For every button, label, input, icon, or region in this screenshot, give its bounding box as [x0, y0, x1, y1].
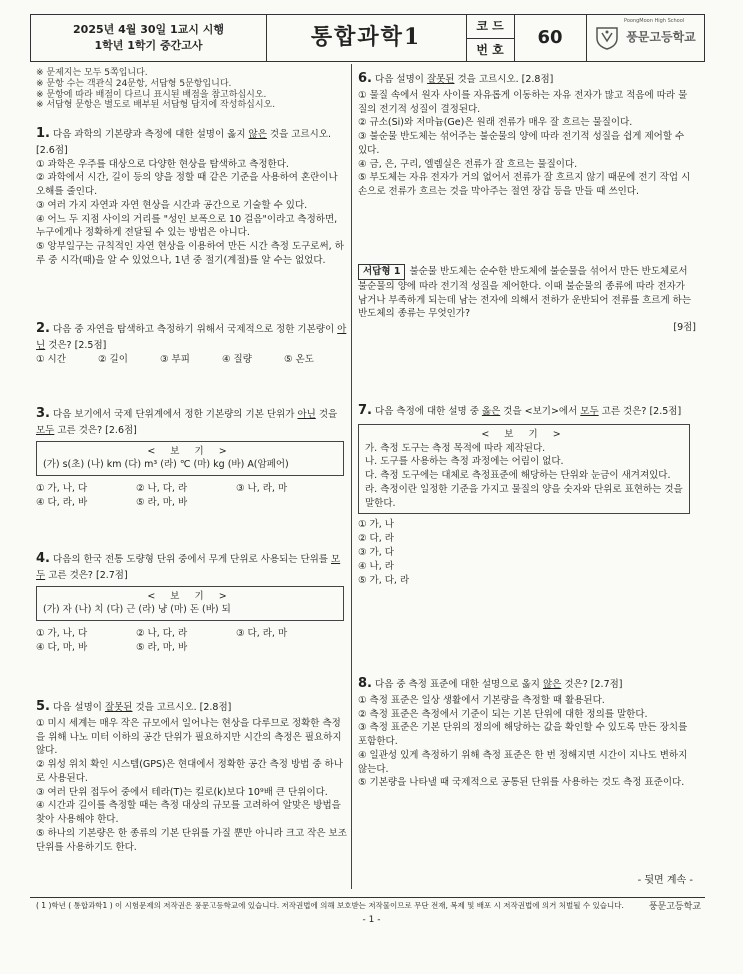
- footer-divider: [30, 897, 705, 898]
- option[interactable]: ④ 일관성 있게 측정하기 위해 측정 표준은 한 번 정해지면 시간이 지나도 변하지 않는다.: [358, 749, 688, 775]
- option[interactable]: ② 과학에서 시간, 길이 등의 양을 정할 때 같은 기준을 사용하여 혼란이나 오해를 줄인다.: [36, 172, 338, 198]
- bogi-items: (가) s(초) (나) km (다) m³ (라) ℃ (마) kg (바) A(암페어): [43, 459, 289, 471]
- option[interactable]: ② 측정 표준은 측정에서 기준이 되는 기본 단위에 대한 정의를 말한다.: [358, 708, 648, 720]
- school-english-name: PoongMoon High School: [624, 18, 685, 24]
- exam-header: [30, 14, 705, 62]
- bogi-item: 라. 측정이란 일정한 기준을 가지고 물질의 양을 숫자와 단위로 표현하는 것을 말한다.: [365, 483, 683, 509]
- bogi-title: < 보 기 >: [147, 590, 233, 602]
- bogi-box: [36, 441, 344, 477]
- option[interactable]: ① 시간: [36, 353, 66, 365]
- option[interactable]: ② 길이: [98, 353, 128, 365]
- question-7: [358, 402, 696, 587]
- seodap-score: [9점]: [673, 322, 696, 334]
- bogi-title: < 보 기 >: [147, 445, 233, 457]
- question-stem: 5. 다음 설명이 잘못된 것을 고르시오. [2.8점]: [36, 699, 232, 714]
- bogi-box: [36, 586, 344, 622]
- option[interactable]: ③ 가, 다: [358, 546, 394, 558]
- notice-line: ※ 문제지는 모두 5쪽입니다.: [36, 68, 148, 78]
- option[interactable]: ④ 다, 마, 바: [36, 641, 88, 653]
- exam-info: [31, 15, 267, 61]
- option[interactable]: ① 가, 나, 다: [36, 483, 88, 495]
- option[interactable]: ⑤ 라, 마, 바: [136, 496, 188, 508]
- option[interactable]: ④ 다, 라, 바: [36, 496, 88, 508]
- option[interactable]: ④ 금, 은, 구리, 엘렘실은 전류가 잘 흐르는 물질이다.: [358, 158, 578, 170]
- question-stem: 1. 다음 과학의 기본량과 측정에 대한 설명이 옳지 않은 것을 고르시오. [2.6점]: [36, 126, 332, 156]
- question-4: [36, 550, 348, 655]
- continue-note: - 뒷면 계속 -: [637, 875, 693, 886]
- option[interactable]: ② 나, 다, 라: [136, 628, 188, 640]
- option[interactable]: ① 과학은 우주를 대상으로 다양한 현상을 탐색하고 측정한다.: [36, 158, 289, 170]
- school-logo-area: [586, 15, 704, 61]
- notice-block: [36, 68, 346, 111]
- option[interactable]: ④ 나, 라: [358, 560, 394, 572]
- notice-line: ※ 문항 수는 객관식 24문항, 서답형 5문항입니다.: [36, 78, 232, 89]
- question-3: [36, 405, 348, 510]
- question-6: [358, 70, 696, 199]
- option[interactable]: ③ 여러 가지 자연과 자연 현상을 시간과 공간으로 기술할 수 있다.: [36, 199, 308, 211]
- bogi-box: [358, 424, 690, 515]
- option[interactable]: ④ 질량: [222, 353, 252, 365]
- option[interactable]: ⑤ 가, 다, 라: [358, 574, 410, 586]
- option[interactable]: ⑤ 하나의 기본량은 한 종류의 기본 단위를 가질 뿐만 아니라 크고 작은 보조 단위를 사용하기도 한다.: [36, 827, 347, 853]
- school-emblem-icon: [594, 25, 620, 51]
- option[interactable]: ⑤ 앙부일구는 규칙적인 자연 현상을 이용하여 만든 시간 측정 도구로써, 하루 중 시각(때)을 알 수 있었으나, 1년 중 절기(계절)를 알 수는 없었다.: [36, 241, 344, 266]
- option[interactable]: ① 미시 세계는 매우 작은 규모에서 일어나는 현상을 다루므로 정확한 측정을 위해 나노 미터 이하의 공간 단위가 필요하지만 시간의 측정은 필요하지 않다.: [36, 717, 342, 757]
- question-stem: 8. 다음 중 측정 표준에 대한 설명으로 옳지 않은 것은? [2.7점]: [358, 676, 623, 691]
- option[interactable]: ② 다, 라: [358, 533, 394, 545]
- question-8: [358, 675, 696, 790]
- question-1: [36, 125, 348, 268]
- option[interactable]: ⑤ 부도체는 자유 전자가 거의 없어서 전류가 잘 흐르지 않기 때문에 전기 작업 시 손으로 전류가 흐르는 것을 막아주는 절연 장갑 등을 만들 때 쓰인다.: [358, 172, 691, 198]
- option[interactable]: ② 나, 다, 라: [136, 483, 188, 495]
- option-row: [36, 482, 348, 496]
- question-stem: 7. 다음 측정에 대한 설명 중 옳은 것을 <보기>에서 모두 고른 것은? [2.5점]: [358, 403, 682, 418]
- code-value: 60: [514, 15, 587, 61]
- option[interactable]: ① 측정 표준은 일상 생활에서 기본량을 측정할 때 활용된다.: [358, 694, 605, 706]
- option[interactable]: ⑤ 온도: [284, 353, 314, 365]
- school-name: 풍문고등학교: [626, 30, 696, 45]
- question-stem: 2. 다음 중 자연을 탐색하고 측정하기 위해서 국제적으로 정한 기본량이 아닌 것은? [2.5점]: [36, 321, 347, 351]
- question-5: [36, 698, 348, 855]
- option[interactable]: ③ 불순물 반도체는 섞어주는 불순물의 양에 따라 전기적 성질을 쉽게 제어할 수 있다.: [358, 131, 685, 156]
- option[interactable]: ④ 어느 두 지점 사이의 거리를 "성인 보폭으로 10 걸음"이라고 측정하면, 누구에게나 정확하게 전달될 수 있는 방법은 아니다.: [36, 213, 338, 239]
- question-stem: 4. 다음의 한국 전통 도량형 단위 중에서 무게 단위로 사용되는 단위를 모두 고른 것은? [2.7점]: [36, 551, 341, 581]
- notice-line: ※ 문항에 따라 배점이 다르니 표시된 배점을 참고하십시오.: [36, 89, 267, 100]
- exam-term-line: 1학년 1학기 중간고사: [94, 39, 203, 52]
- option[interactable]: ⑤ 기본량을 나타낼 때 국제적으로 공통된 단위를 사용하는 것도 측정 표준이다.: [358, 777, 685, 789]
- seodap-text: 서답형 1 불순물 반도체는 순수한 반도체에 불순물을 섞어서 만든 반도체로서 불순물의 양에 따라 전기적 성질을 제어한다. 이때 불순물의 종류에 따라 전자가 남거나 부족하게 되는데 남는 전자에 의해서 전하가 운반되어 전류를 흐르게 하는 반도체의 종류는 무엇인가?: [358, 266, 692, 320]
- footer-school-name: 풍문고등학교: [648, 902, 701, 912]
- bogi-item: 다. 측정 도구에는 대체로 측정표준에 해당하는 단위와 눈금이 새겨져있다.: [365, 470, 671, 482]
- bogi-item: 가. 측정 도구는 측정 목적에 따라 제작된다.: [365, 442, 546, 454]
- option-row: [36, 627, 348, 641]
- option[interactable]: ③ 측정 표준은 기본 단위의 정의에 해당하는 값을 확인할 수 있도록 만든 장치를 포함한다.: [358, 722, 688, 748]
- question-stem: 6. 다음 설명이 잘못된 것을 고르시오. [2.8점]: [358, 71, 554, 86]
- seodap-label: 서답형 1: [358, 264, 405, 280]
- bogi-item: 나. 도구를 사용하는 측정 과정에는 어림이 없다.: [365, 456, 564, 468]
- seodap-question-1: [358, 264, 696, 335]
- option[interactable]: ⑤ 라, 마, 바: [136, 641, 188, 653]
- option-row: [36, 496, 348, 510]
- notice-line: ※ 서답형 문항은 별도로 배부된 서답형 답지에 작성하십시오.: [36, 100, 276, 111]
- option[interactable]: ② 규소(Si)와 저마늄(Ge)은 원래 전류가 매우 잘 흐르는 물질이다.: [358, 117, 633, 129]
- option[interactable]: ② 위성 위치 확인 시스템(GPS)은 현대에서 정확한 공간 측정 방법 중 하나로 사용된다.: [36, 759, 343, 784]
- option[interactable]: ③ 부피: [160, 353, 190, 365]
- option[interactable]: ① 물질 속에서 원자 사이를 자유롭게 이동하는 자유 전자가 많고 적음에 따라 물질의 전기적 성질이 결정된다.: [358, 89, 688, 115]
- question-stem: 3. 다음 보기에서 국제 단위계에서 정한 기본량의 기본 단위가 아닌 것을 모두 고른 것은? [2.6점]: [36, 406, 338, 436]
- question-2: [36, 320, 348, 366]
- number-label: 번 호: [476, 42, 504, 57]
- option[interactable]: ① 가, 나, 다: [36, 628, 88, 640]
- code-label: 코 드: [466, 15, 514, 39]
- option[interactable]: ④ 시간과 길이를 측정할 때는 측정 대상의 규모를 고려하여 알맞은 방법을 찾아 사용해야 한다.: [36, 800, 341, 826]
- option[interactable]: ③ 여러 단위 접두어 중에서 테라(T)는 킬로(k)보다 10⁹배 큰 단위이다.: [36, 786, 328, 798]
- page-number: - 1 -: [362, 915, 381, 925]
- bogi-items: (가) 자 (나) 치 (다) 근 (라) 냥 (마) 돈 (바) 되: [43, 604, 231, 616]
- code-labels: [466, 15, 515, 61]
- option-row: [36, 641, 348, 655]
- option[interactable]: ③ 나, 라, 마: [236, 483, 288, 495]
- subject-title: 통합과학1: [266, 15, 467, 61]
- bogi-title: < 보 기 >: [481, 428, 567, 440]
- option-row: [36, 353, 348, 367]
- column-divider: [351, 64, 352, 889]
- option[interactable]: ③ 다, 라, 마: [236, 628, 288, 640]
- option[interactable]: ① 가, 나: [358, 519, 394, 531]
- exam-date-line: 2025년 4월 30일 1교시 시행: [73, 23, 224, 37]
- copyright-note: ( 1 )학년 ( 통합과학1 ) 이 시험문제의 저작권은 풍문고등학교에 있습니다. 저작권법에 의해 보호받는 저작물이므로 무단 전재, 복제 및 배포 시 저작권법에 의거 처벌될 수 있습니다.: [36, 901, 624, 910]
